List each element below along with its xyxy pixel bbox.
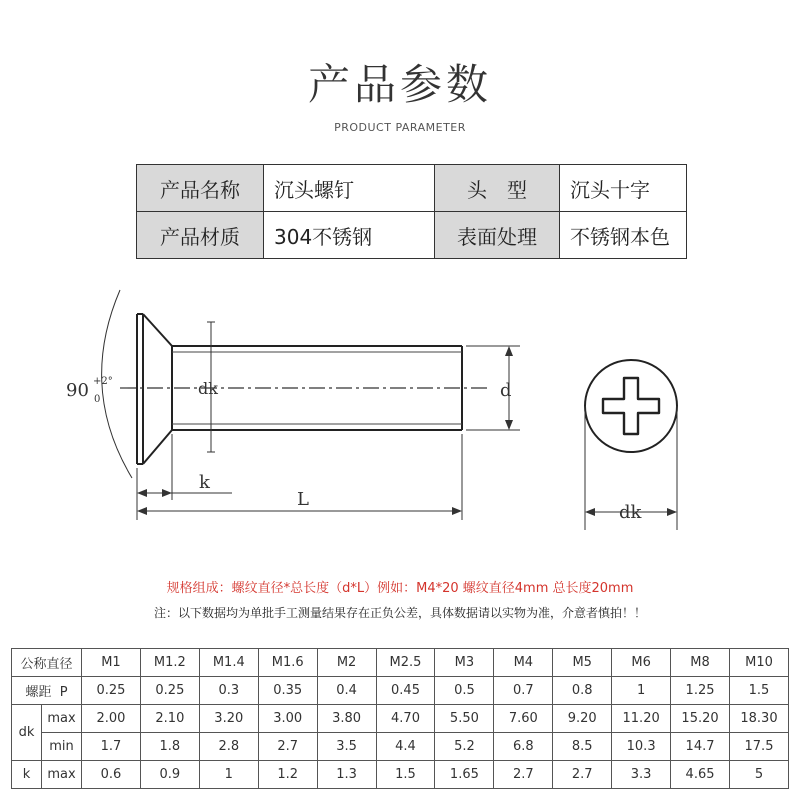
arrow-head (452, 507, 462, 515)
dk-max-cell: 9.20 (553, 705, 612, 733)
dk-row-label: dk (12, 705, 42, 761)
info-value-head: 沉头十字 (560, 165, 687, 212)
pitch-cell: 0.7 (494, 677, 553, 705)
dk-max-cell: 2.10 (140, 705, 199, 733)
k-max-cell: 1.2 (258, 761, 317, 789)
arrow-head (162, 489, 172, 497)
arrow-head (505, 346, 513, 356)
dk-min-cell: 2.8 (199, 733, 258, 761)
size-cell: M1 (82, 649, 141, 677)
dk-max-cell: 2.00 (82, 705, 141, 733)
dk-bottom-label: dk (619, 502, 642, 523)
k-max-cell: 1.3 (317, 761, 376, 789)
k-max-cell: 0.6 (82, 761, 141, 789)
info-label-name: 产品名称 (137, 165, 264, 212)
k-max-cell: 4.65 (671, 761, 730, 789)
size-cell: M2 (317, 649, 376, 677)
size-cell: M5 (553, 649, 612, 677)
screw-technical-drawing (0, 270, 800, 560)
k-max-cell: 3.3 (612, 761, 671, 789)
pitch-cell: 1.25 (671, 677, 730, 705)
dk-max-cell: 3.20 (199, 705, 258, 733)
dk-max-cell: 3.00 (258, 705, 317, 733)
table-row-sizes (12, 649, 789, 677)
drawing-labels (66, 376, 643, 523)
spec-explanation: 规格组成：螺纹直径*总长度（d*L）例如：M4*20 螺纹直径4mm 总长度20mm (166, 581, 634, 596)
dk-min-cell: 8.5 (553, 733, 612, 761)
info-value-name: 沉头螺钉 (264, 165, 435, 212)
table-row-dk-max (12, 705, 789, 733)
pitch-cell: 0.5 (435, 677, 494, 705)
dk-min-cell: 1.8 (140, 733, 199, 761)
L-label: L (297, 489, 309, 510)
angle-label: 90 (66, 380, 89, 401)
info-value-surface: 不锈钢本色 (560, 212, 687, 259)
dk-min-cell: 3.5 (317, 733, 376, 761)
size-cell: M1.4 (199, 649, 258, 677)
dk-side-label: dk (198, 379, 218, 398)
max-label: max (42, 761, 82, 789)
pitch-cell: 0.3 (199, 677, 258, 705)
pitch-cell: 1.5 (729, 677, 788, 705)
table-row-pitch (12, 677, 789, 705)
k-max-cell: 5 (729, 761, 788, 789)
measurement-note: 注：以下数据均为单批手工测量结果存在正负公差，具体数据请以实物为准，介意者慎拍！！ (153, 606, 646, 620)
table-row-k-max (12, 761, 789, 789)
pitch-cell: 0.4 (317, 677, 376, 705)
pitch-cell: 1 (612, 677, 671, 705)
dk-min-cell: 6.8 (494, 733, 553, 761)
dk-max-cell: 5.50 (435, 705, 494, 733)
pitch-cell: 0.45 (376, 677, 435, 705)
k-max-cell: 1 (199, 761, 258, 789)
dk-min-cell: 5.2 (435, 733, 494, 761)
info-label-head: 头 型 (435, 165, 560, 212)
min-label: min (42, 733, 82, 761)
phillips-cross-icon (603, 378, 659, 434)
dk-max-cell: 15.20 (671, 705, 730, 733)
dk-max-cell: 18.30 (729, 705, 788, 733)
size-cell: M6 (612, 649, 671, 677)
size-header: 公称直径 (12, 649, 82, 677)
countersink-line (143, 430, 172, 464)
dk-min-cell: 10.3 (612, 733, 671, 761)
page-subtitle: PRODUCT PARAMETER (334, 121, 466, 134)
info-row (137, 212, 687, 259)
dk-min-cell: 2.7 (258, 733, 317, 761)
info-value-material: 304不锈钢 (264, 212, 435, 259)
dk-min-cell: 14.7 (671, 733, 730, 761)
k-max-cell: 1.5 (376, 761, 435, 789)
table-row-dk-min (12, 733, 789, 761)
angle-tol-lower: 0 (94, 394, 101, 405)
size-cell: M3 (435, 649, 494, 677)
dk-max-cell: 4.70 (376, 705, 435, 733)
arrow-head (667, 508, 677, 516)
screw-side-view (137, 314, 462, 464)
angle-tol-upper: +2° (93, 376, 113, 387)
k-max-cell: 0.9 (140, 761, 199, 789)
arrow-head (585, 508, 595, 516)
pitch-cell: 0.25 (140, 677, 199, 705)
dk-min-cell: 17.5 (729, 733, 788, 761)
pitch-header (12, 677, 82, 705)
size-cell: M8 (671, 649, 730, 677)
head-circle (585, 360, 677, 452)
dk-min-cell: 1.7 (82, 733, 141, 761)
size-cell: M1.6 (258, 649, 317, 677)
size-cell: M4 (494, 649, 553, 677)
pitch-cell: 0.25 (82, 677, 141, 705)
pitch-cell: 0.35 (258, 677, 317, 705)
dimension-table (11, 648, 789, 789)
info-row (137, 165, 687, 212)
k-max-cell: 2.7 (494, 761, 553, 789)
dk-min-cell: 4.4 (376, 733, 435, 761)
countersink-line (143, 314, 172, 346)
size-cell: M2.5 (376, 649, 435, 677)
k-label: k (199, 472, 210, 493)
arrow-head (137, 489, 147, 497)
k-row-label: k (12, 761, 42, 789)
max-label: max (42, 705, 82, 733)
info-label-material: 产品材质 (137, 212, 264, 259)
arrow-head (505, 420, 513, 430)
k-max-cell: 1.65 (435, 761, 494, 789)
page-title: 产品参数 (307, 60, 492, 109)
size-cell: M1.2 (140, 649, 199, 677)
dk-max-cell: 11.20 (612, 705, 671, 733)
arrow-head (137, 507, 147, 515)
size-cell: M10 (729, 649, 788, 677)
dk-max-cell: 7.60 (494, 705, 553, 733)
product-info-table (136, 164, 687, 259)
dimension-lines (102, 290, 520, 520)
dk-max-cell: 3.80 (317, 705, 376, 733)
k-max-cell: 2.7 (553, 761, 612, 789)
pitch-cell: 0.8 (553, 677, 612, 705)
pitch-sub-label: P (59, 685, 68, 700)
pitch-label: 螺距 (25, 685, 52, 700)
info-label-surface: 表面处理 (435, 212, 560, 259)
d-label: d (500, 380, 512, 401)
